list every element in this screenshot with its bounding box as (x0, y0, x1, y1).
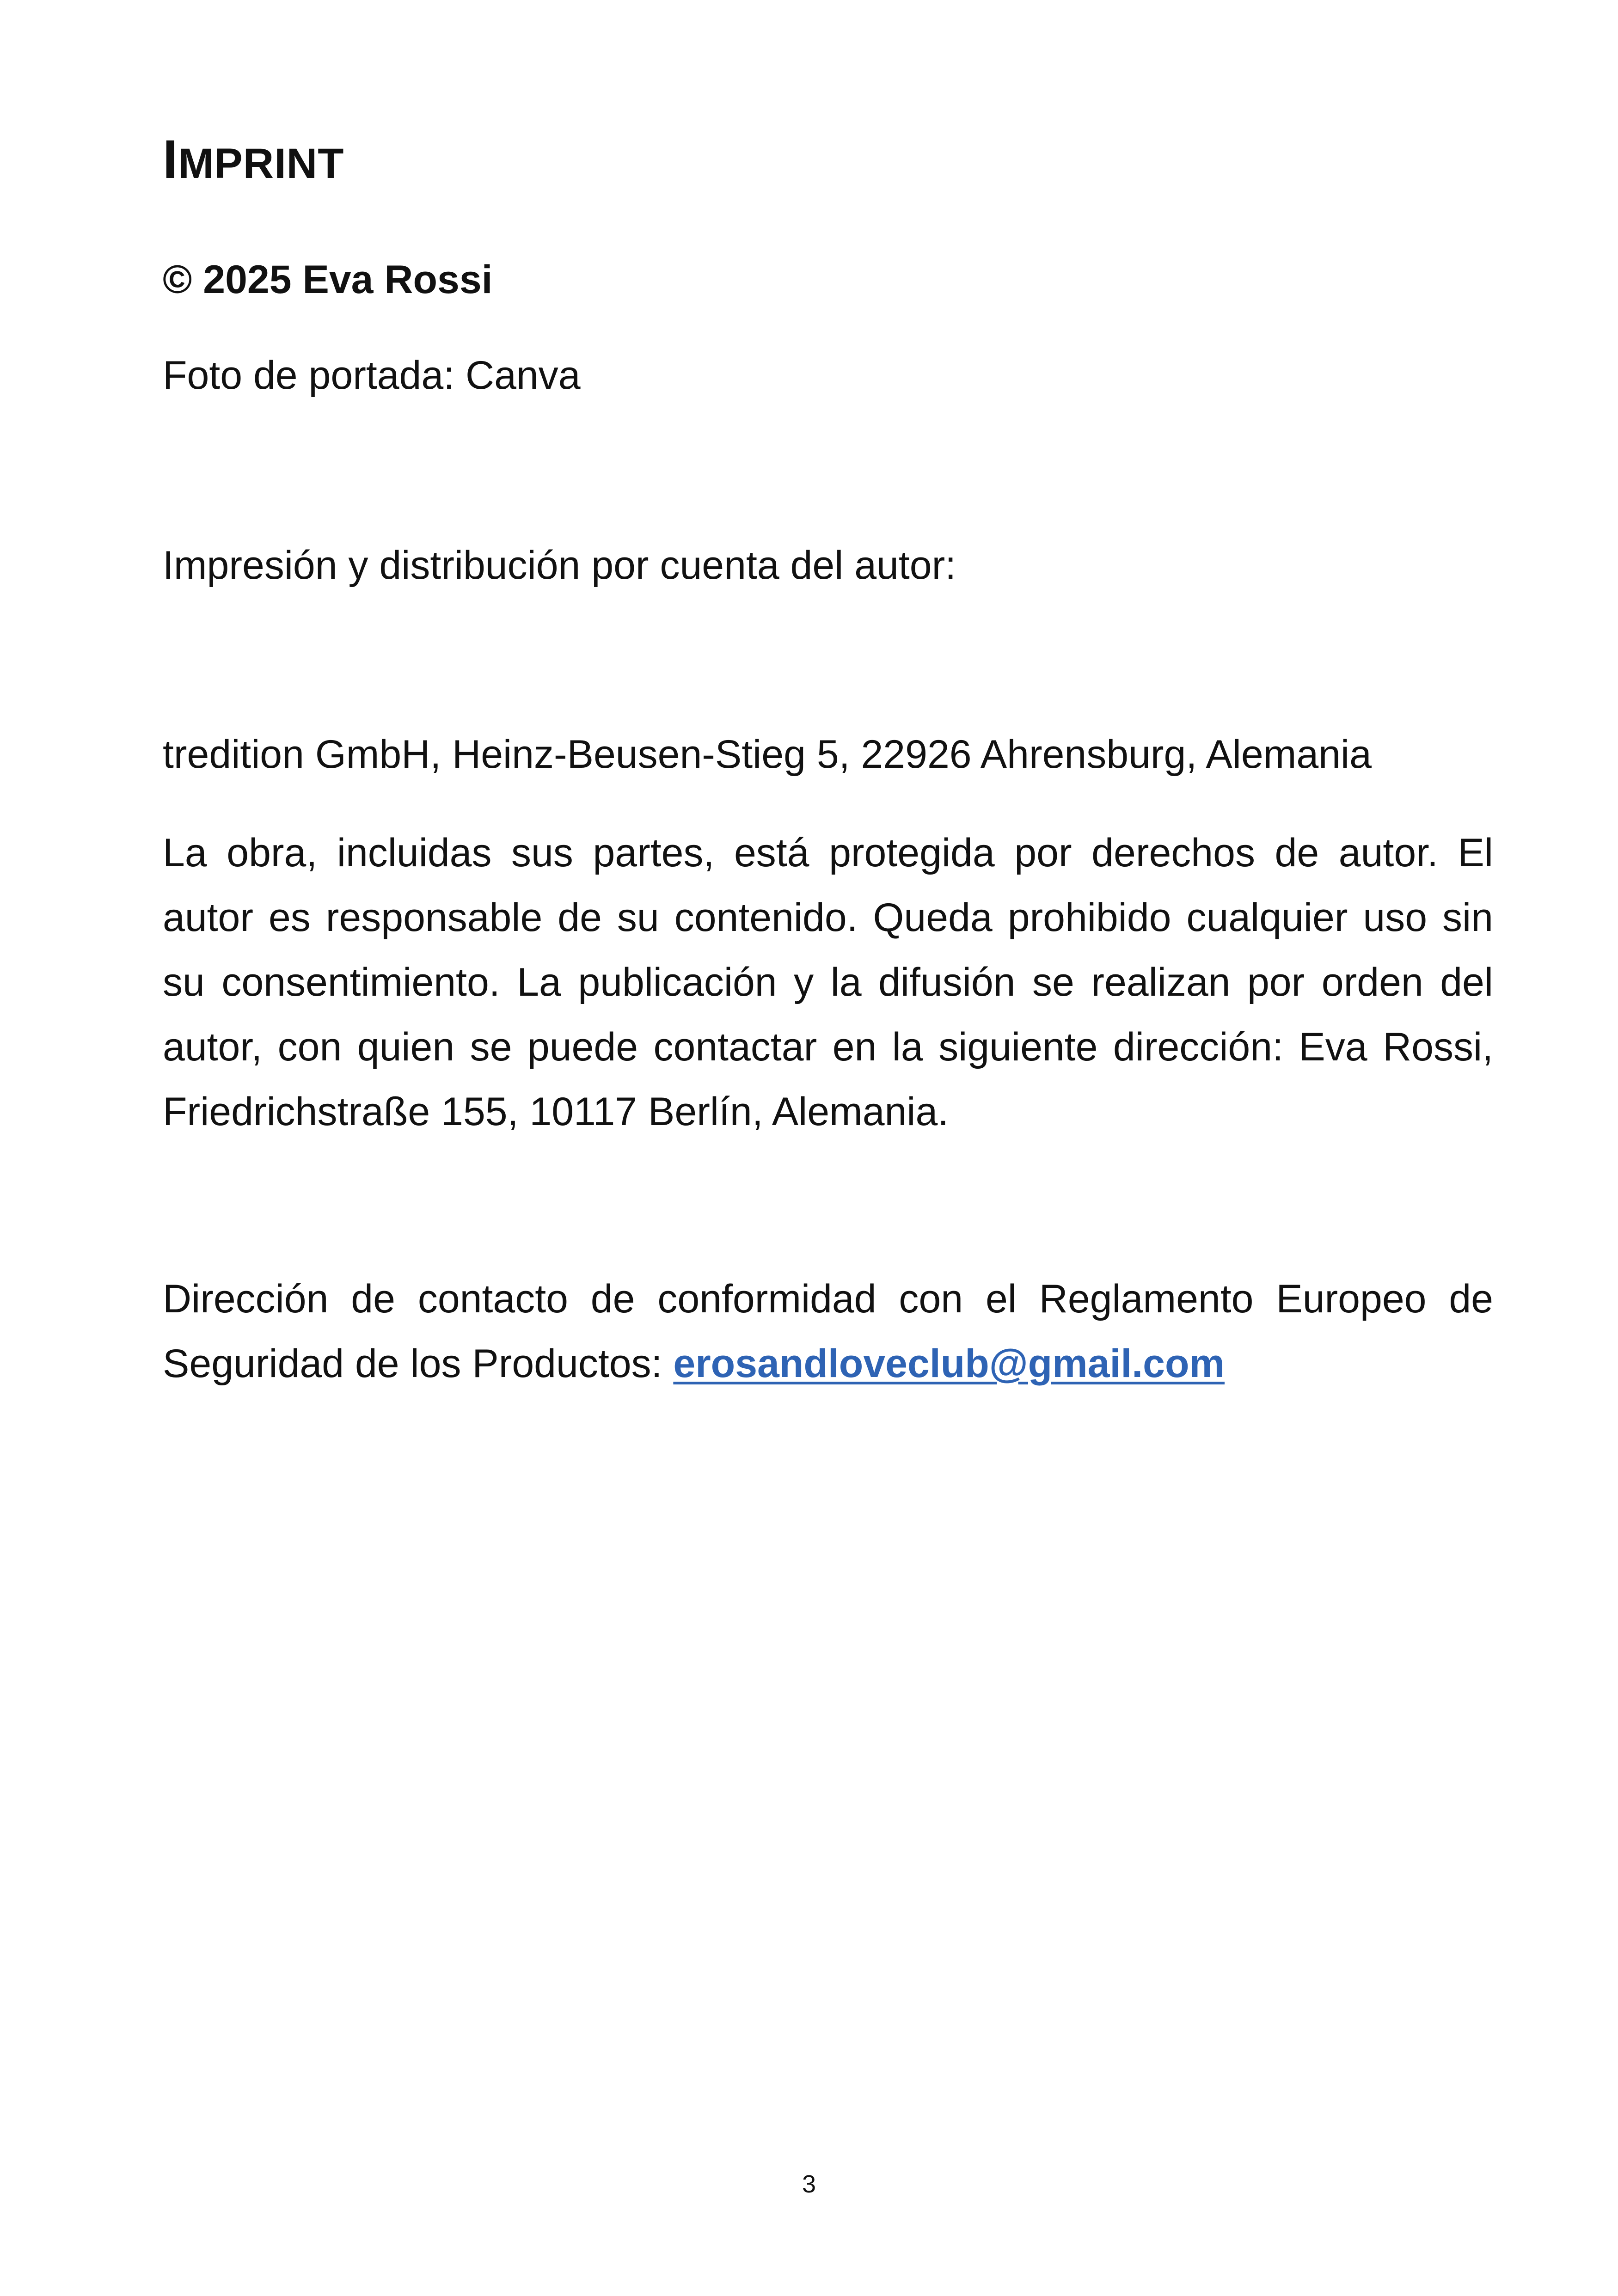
contact-text: Dirección de contacto de conformidad con el Reglamento Europeo de Seguridad de los Productos: (163, 1277, 1493, 1386)
printing-note: Impresión y distribución por cuenta del autor: (163, 543, 956, 588)
legal-notice: La obra, incluidas sus partes, está protegida por derechos de autor. El autor es responsable de su contenido. Queda prohibido cualquier uso sin su consentimiento. La publicación y la difusión se realizan por orden del autor, con quien se puede contactar en la siguiente dirección: Eva Rossi, Friedrichstraße 155, 10117 Berlín, Alemania. (163, 831, 1493, 1134)
contact-paragraph (163, 1267, 1493, 1396)
cover-photo-credit: Foto de portada: Canva (163, 353, 581, 398)
contact-email-link[interactable]: erosandloveclub@gmail.com (673, 1341, 1225, 1386)
imprint-heading-initial: I (163, 129, 178, 190)
imprint-heading-rest: MPRINT (178, 140, 344, 187)
publisher-address: tredition GmbH, Heinz-Beusen-Stieg 5, 22926 Ahrensburg, Alemania (163, 732, 1372, 777)
imprint-heading (163, 125, 344, 198)
copyright-line: © 2025 Eva Rossi (163, 257, 493, 302)
page-number: 3 (802, 2170, 816, 2198)
